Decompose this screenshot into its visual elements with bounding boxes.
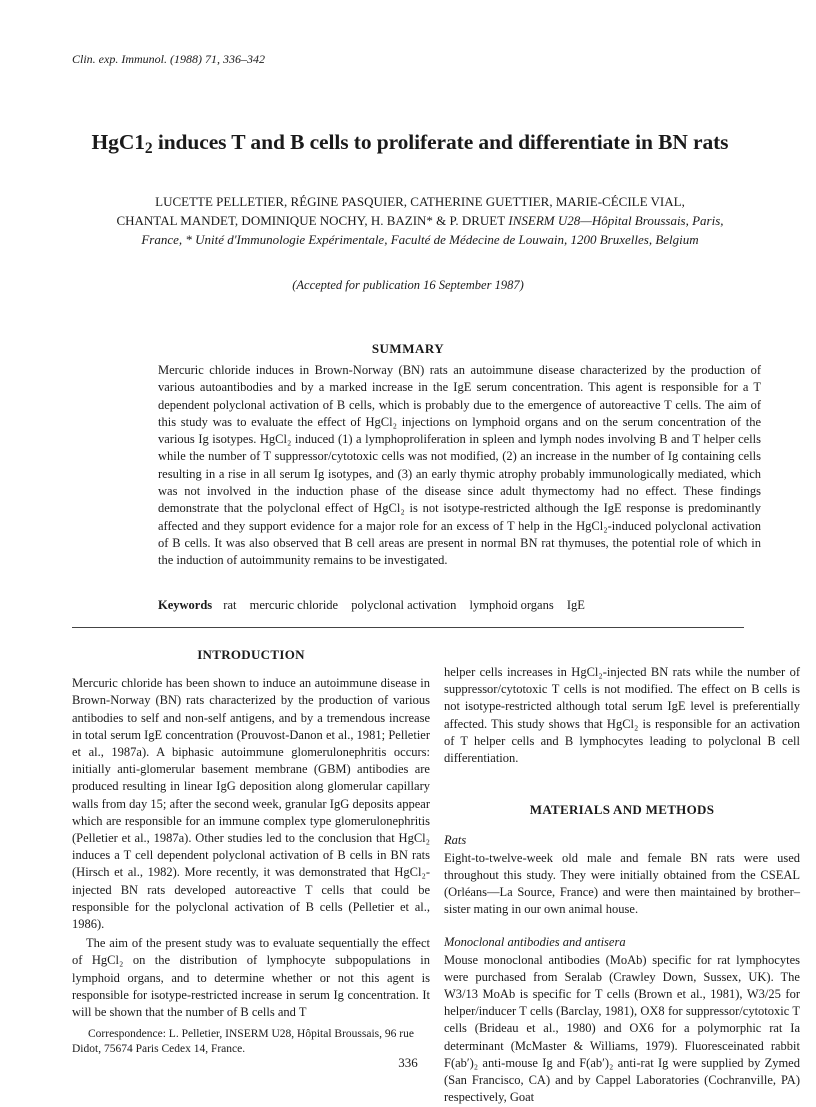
affiliation-part-1: INSERM U28—Hôpital Broussais, Paris, <box>505 213 724 228</box>
keywords-line <box>158 598 595 613</box>
authors-line-2 <box>80 211 760 230</box>
rats-subheading: Rats <box>444 833 467 848</box>
intro-paragraph-2: The aim of the present study was to evaluate sequentially the effect of HgCl₂ on the distribution of lymphocyte subpopulations in lymphoid organs, and to determine whether or not this agent is responsible for isotype-restricted increase in serum Ig concentration. It will be shown that the number of B cells and T <box>72 936 430 1020</box>
summary-heading: SUMMARY <box>371 341 445 356</box>
accepted-date: (Accepted for publication 16 September 1987) <box>292 278 524 292</box>
section-divider <box>72 627 744 628</box>
rats-paragraph: Eight-to-twelve-week old male and female BN rats were used throughout this study. They were initially obtained from the CSEAL (Orléans—La Source, France) and were then maintained by brother–sister mating in our own animal house. <box>444 850 800 917</box>
intro-paragraph-1: Mercuric chloride has been shown to induce an autoimmune disease in Brown-Norway (BN) rats characterized by the production of various antibodies to self and non-self antigens, and by a tremendous increase in total serum IgE concentration (Prouvost-Danon et al., 1981; Pelletier et al., 1987a). A biphasic autoimmune glomerulonephritis occurs: initially anti-glomerular basement membrane (GBM) antibodies are produced resulting in linear IgG deposition along glomerular capillary walls from day 15; after the second week, granular IgG deposits appear which are responsible for an immune complex type glomerulonephritis (Pelletier et al., 1987a). Other studies led to the conclusion that HgCl₂ induces a T cell dependent polyclonal activation of B cells in BN rats (Hirsch et al., 1982). More recently, it was demonstrated that HgCl₂-injected BN rats developed autoreactive T cells that could be responsible for the polyclonal activation of B cells (Pelletier et al., 1986). <box>72 676 430 932</box>
page-number: 336 <box>398 1055 418 1070</box>
title-part-2: induces T and B cells to proliferate and differentiate in BN rats <box>152 130 729 154</box>
keyword-item: polyclonal activation <box>351 598 457 612</box>
article-title <box>60 130 760 155</box>
antibodies-subheading: Monoclonal antibodies and antisera <box>444 935 626 950</box>
methods-heading: MATERIALS AND METHODS <box>529 802 715 818</box>
authors-names-2: CHANTAL MANDET, DOMINIQUE NOCHY, H. BAZIN* & P. DRUET <box>116 213 506 228</box>
keywords-label: Keywords <box>158 598 213 612</box>
left-column <box>72 647 430 1021</box>
keyword-item: rat <box>223 598 237 612</box>
intro-paragraph-2-continued: helper cells increases in HgCl₂-injected BN rats while the number of suppressor/cytotoxic T cells is not modified. The effect on B cells is not isotype-restricted although total serum IgE level is preferentially affected. This study shows that HgCl₂ is responsible for an activation of T helper cells and B lymphocytes leading to polyclonal B cell differentiation. <box>444 665 800 766</box>
correspondence-footnote: Correspondence: L. Pelletier, INSERM U28, Hôpital Broussais, 96 rue Didot, 75674 Paris Cedex 14, France. <box>72 1028 414 1055</box>
antibodies-paragraph: Mouse monoclonal antibodies (MoAb) specific for rat lymphocytes were purchased from Seralab (Crawley Down, Sussex, UK). The W3/13 MoAb is specific for T cells (Brown et al., 1981), W3/25 for helper/inducer T cells (Barclay, 1981), OX8 for suppressor/cytotoxic T cells (Brideau et al., 1980) and OX6 for a polymorphic rat Ia determinant (McMaster & Williams, 1979). Fluoresceinated rabbit F(ab′)₂ anti-mouse Ig and F(ab′)₂ anti-rat Ig were supplied by Zymed (San Francisco, CA) and by Cappel Laboratories (Cochranville, PA) respectively, Goat <box>444 952 800 1105</box>
keyword-item: IgE <box>566 598 585 612</box>
keyword-item: mercuric chloride <box>249 598 339 612</box>
author-block <box>80 192 760 249</box>
affiliation-line-3: France, * Unité d'Immunologie Expérimentale, Faculté de Médecine de Louwain, 1200 Bruxelles, Belgium <box>141 232 699 247</box>
journal-reference: Clin. exp. Immunol. (1988) 71, 336–342 <box>72 52 265 66</box>
title-part-1: HgC1 <box>91 130 145 154</box>
keyword-item: lymphoid organs <box>469 598 554 612</box>
summary-text: Mercuric chloride induces in Brown-Norway (BN) rats an autoimmune disease characterized by the production of various autoantibodies and by a marked increase in the IgE serum concentration. This agent is responsible for a T dependent polyclonal activation of B cells, which is probably due to the emergence of autoreactive T cells. The aim of this study was to evaluate the effect of HgCl₂ injections on lymphoid organs and on the serum concentration of the various Ig isotypes. HgCl₂ induced (1) a lymphoproliferation in spleen and lymph nodes involving B and T helper cells while the number of T suppressor/cytotoxic cells was not modified, (2) an increase in the number of Ig containing cells resulting in a rise in all serum Ig isotypes, and (3) an early thymic atrophy probably immunologically mediated, which was not involved in the induction phase of the disease since adult thymectomy had no effect. These findings demonstrate that the polyclonal effect of HgCl₂ is not isotype-restricted although the IgE response is predominantly affected and they support evidence for a major role for an excess of T help in the HgCl₂-induced polyclonal activation of B cells. It was also observed that B cell areas are present in normal BN rat thymuses, the potential role of which in the induction of autoimmunity remains to be investigated. <box>158 363 761 568</box>
title-subscript: 2 <box>144 139 153 157</box>
authors-line-1: LUCETTE PELLETIER, RÉGINE PASQUIER, CATHERINE GUETTIER, MARIE-CÉCILE VIAL, <box>155 194 685 209</box>
introduction-heading: INTRODUCTION <box>197 647 305 662</box>
right-column <box>444 664 800 1106</box>
